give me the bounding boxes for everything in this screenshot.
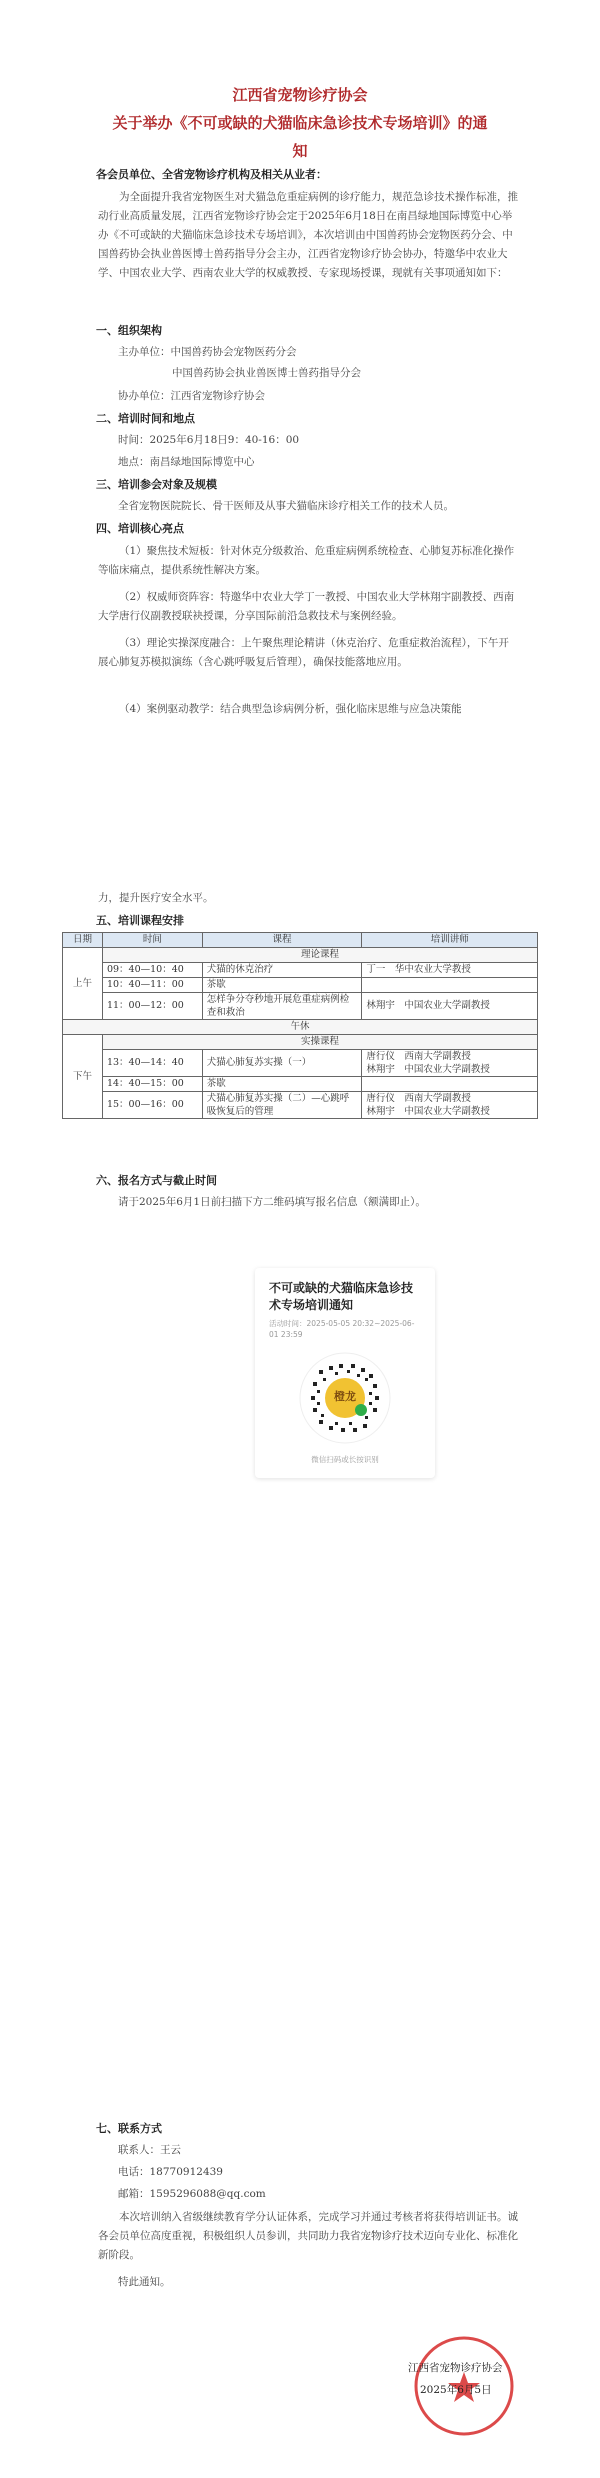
contact-person: 联系人：王云: [118, 2144, 181, 2156]
row-teacher: 林翔宇 中国农业大学副教授: [362, 993, 538, 1020]
row-teacher: 丁一 华中农业大学教授: [362, 963, 538, 978]
qr-hint: 微信扫码或长按识别: [311, 1455, 379, 1464]
notice-title-line2: 知: [292, 142, 308, 160]
row-time: 09：40—10：40: [102, 963, 202, 978]
row-time: 15：00—16：00: [102, 1092, 202, 1119]
notice-title-line1: 关于举办《不可或缺的犬猫临床急诊技术专场培训》的通: [112, 114, 488, 132]
qr-code[interactable]: [299, 1352, 391, 1444]
qr-period: 活动时间：2025-05-05 20:32~2025-06-01 23:59: [269, 1319, 415, 1339]
closing-notice: 特此通知。: [118, 2276, 171, 2288]
highlight-4b: 力，提升医疗安全水平。: [98, 892, 214, 904]
signature-date: 2025年6月5日: [420, 2384, 492, 2396]
audience-text: 全省宠物医院院长、骨干医师及从事犬猫临床诊疗相关工作的技术人员。: [118, 500, 454, 512]
table-row: [63, 978, 538, 993]
row-teacher: 唐行仪 西南大学副教授 林翔宇 中国农业大学副教授: [362, 1050, 538, 1077]
row-time: 11：00—12：00: [102, 993, 202, 1020]
col-time: 时间: [102, 933, 202, 948]
pm-label: 下午: [63, 1035, 103, 1119]
table-row: [63, 1077, 538, 1092]
contact-phone: 电话：18770912439: [118, 2166, 223, 2178]
highlight-1: （1）聚焦技术短板：针对休克分级救治、危重症病例系统检查、心肺复苏标准化操作等临床痛点，提供系统性解决方案。: [98, 545, 515, 576]
training-place: 地点：南昌绿地国际博览中心: [118, 456, 255, 468]
table-row: [63, 1050, 538, 1077]
highlight-3: （3）理论实操深度融合：上午聚焦理论精讲（休克治疗、危重症救治流程），下午开展心肺复苏模拟演练（含心跳呼吸复后管理），确保技能落地应用。: [98, 637, 509, 668]
col-course: 课程: [202, 933, 362, 948]
intro-paragraph: 为全面提升我省宠物医生对犬猫急危重症病例的诊疗能力，规范急诊技术操作标准，推动行业高质量发展，江西省宠物诊疗协会定于2025年6月18日在南昌绿地国际博览中心举办《不可或缺的犬猫临床急诊技术专场培训》，本次培训由中国兽药协会宠物医药分会、中国兽药协会执业兽医博士兽药指导分会主办，江西省宠物诊疗协会协办，特邀华中农业大学、中国农业大学、西南农业大学的权威教授、专家现场授课，现就有关事项通知如下：: [98, 191, 518, 279]
qr-title: 不可或缺的犬猫临床急诊技术专场培训通知: [269, 1281, 414, 1312]
signature-org: 江西省宠物诊疗协会: [408, 2362, 503, 2374]
co-host-unit: 协办单位：江西省宠物诊疗协会: [118, 390, 265, 402]
qr-card[interactable]: [255, 1268, 435, 1478]
am-section-label: 理论课程: [102, 948, 537, 963]
closing-paragraph: 本次培训纳入省级继续教育学分认证体系，完成学习并通过考核者将获得培训证书。诚各会员单位高度重视，积极组织人员参训，共同助力我省宠物诊疗技术迈向专业化、标准化新阶段。: [98, 2211, 518, 2261]
row-teacher: [362, 978, 538, 993]
registration-text: 请于2025年6月1日前扫描下方二维码填写报名信息（额满即止）。: [118, 1196, 426, 1208]
row-course: 犬猫心肺复苏实操（二）—心跳呼吸恢复后的管理: [202, 1092, 362, 1119]
host-unit: 主办单位：中国兽药协会宠物医药分会: [118, 346, 297, 358]
section5-heading: 五、培训课程安排: [96, 914, 184, 927]
contact-email: 邮箱：1595296088@qq.com: [118, 2188, 266, 2200]
row-course: 犬猫的休克治疗: [202, 963, 362, 978]
row-time: 13：40—14：40: [102, 1050, 202, 1077]
pm-section-label: 实操课程: [102, 1035, 537, 1050]
col-date: 日期: [63, 933, 103, 948]
section1-heading: 一、组织架构: [96, 324, 162, 337]
row-teacher: 唐行仪 西南大学副教授 林翔宇 中国农业大学副教授: [362, 1092, 538, 1119]
row-time: 14：40—15：00: [102, 1077, 202, 1092]
noon-break: 午休: [63, 1020, 538, 1035]
qr-logo-text: 橙龙: [334, 1390, 356, 1403]
row-course: 犬猫心肺复苏实操（一）: [202, 1050, 362, 1077]
highlight-2: （2）权威师资阵容：特邀华中农业大学丁一教授、中国农业大学林翔宇副教授、西南大学唐行仪副教授联袂授课，分享国际前沿急救技术与案例经验。: [98, 591, 515, 622]
org-title: 江西省宠物诊疗协会: [232, 86, 368, 104]
section7-heading: 七、联系方式: [96, 2122, 162, 2135]
host-unit-2: 中国兽药协会执业兽医博士兽药指导分会: [172, 367, 361, 379]
col-teacher: 培训讲师: [362, 933, 538, 948]
row-time: 10：40—11：00: [102, 978, 202, 993]
am-label: 上午: [63, 948, 103, 1020]
section2-heading: 二、培训时间和地点: [96, 412, 195, 425]
greeting: 各会员单位、全省宠物诊疗机构及相关从业者：: [96, 168, 327, 181]
table-row: [63, 963, 538, 978]
row-course: 茶歇: [202, 978, 362, 993]
schedule-table: [62, 932, 538, 1119]
section3-heading: 三、培训参会对象及规模: [96, 478, 217, 491]
section6-heading: 六、报名方式与截止时间: [96, 1174, 217, 1187]
section4-heading: 四、培训核心亮点: [96, 522, 184, 535]
table-header-row: [63, 933, 538, 948]
table-row: [63, 993, 538, 1020]
row-course: 怎样争分夺秒地开展危重症病例检查和救治: [202, 993, 362, 1020]
table-row: [63, 1092, 538, 1119]
row-course: 茶歇: [202, 1077, 362, 1092]
row-teacher: [362, 1077, 538, 1092]
highlight-4a: （4）案例驱动教学：结合典型急诊病例分析，强化临床思维与应急决策能: [119, 703, 462, 715]
training-time: 时间：2025年6月18日9：40-16：00: [118, 434, 300, 446]
